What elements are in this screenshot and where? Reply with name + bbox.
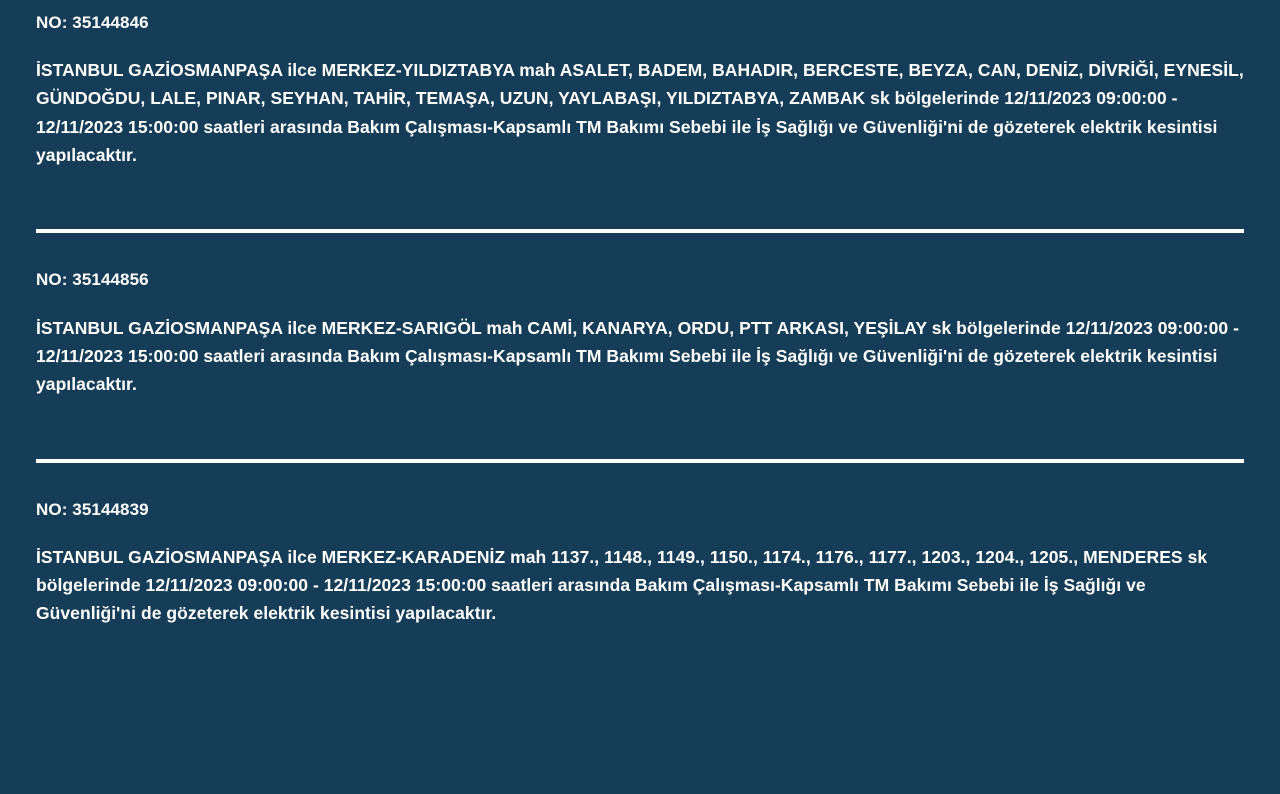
spacer xyxy=(36,169,1244,229)
spacer xyxy=(36,399,1244,459)
notice-number: NO: 35144846 xyxy=(36,13,149,32)
notice-number: NO: 35144839 xyxy=(36,499,149,519)
notice-text: İSTANBUL GAZİOSMANPAŞA ilce MERKEZ-YILDIZTABYA mah ASALET, BADEM, BAHADIR, BERCESTE, BEYZA, CAN, DENİZ, DİVRİĞİ, EYNESİL, GÜNDOĞDU, LALE, PINAR, SEYHAN, TAHİR, TEMAŞA, UZUN, YAYLABAŞI, YILDIZTABYA, ZAMBAK sk bölgelerinde 12/11/2023 09:00:00 - 12/11/2023 15:00:00 saatleri arasında Bakım Çalışması-Kapsamlı TM Bakımı Sebebi ile İş Sağlığı ve Güvenliği'ni de gözeterek elektrik kesintisi yapılacaktır. xyxy=(36,60,1244,166)
outage-notice xyxy=(36,489,1244,628)
outage-notice xyxy=(36,259,1244,398)
spacer xyxy=(36,463,1244,489)
notice-text: İSTANBUL GAZİOSMANPAŞA ilce MERKEZ-KARADENİZ mah 1137., 1148., 1149., 1150., 1174., 1176., 1177., 1203., 1204., 1205., MENDERES sk bölgelerinde 12/11/2023 09:00:00 - 12/11/2023 15:00:00 saatleri arasında Bakım Çalışması-Kapsamlı TM Bakımı Sebebi ile İş Sağlığı ve Güvenliği'ni de gözeterek elektrik kesintisi yapılacaktır. xyxy=(36,546,1208,624)
notice-number: NO: 35144856 xyxy=(36,270,149,290)
outage-notice xyxy=(36,0,1244,169)
spacer xyxy=(36,233,1244,259)
notice-text: İSTANBUL GAZİOSMANPAŞA ilce MERKEZ-SARIGÖL mah CAMİ, KANARYA, ORDU, PTT ARKASI, YEŞİLAY sk bölgelerinde 12/11/2023 09:00:00 - 12/11/2023 15:00:00 saatleri arasında Bakım Çalışması-Kapsamlı TM Bakımı Sebebi ile İş Sağlığı ve Güvenliği'ni de gözeterek elektrik kesintisi yapılacaktır. xyxy=(36,317,1240,395)
